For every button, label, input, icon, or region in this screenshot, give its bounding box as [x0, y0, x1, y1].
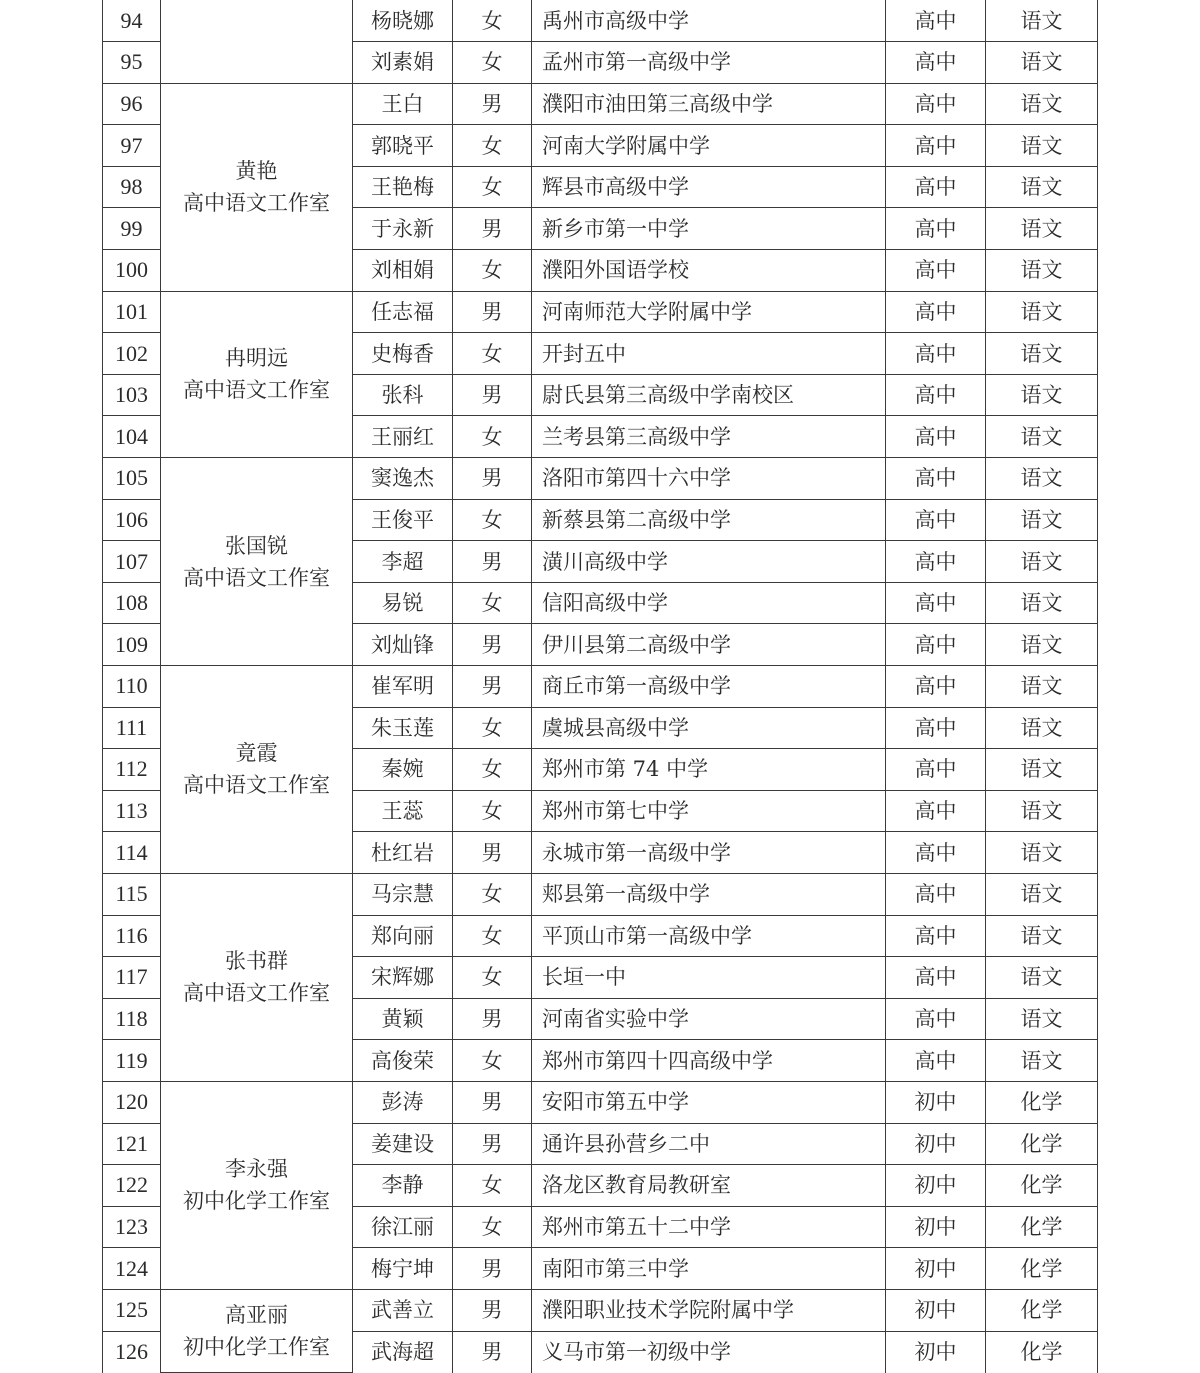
studio-title: 高中语文工作室 — [183, 773, 330, 798]
member-name-cell: 窦逸杰 — [353, 458, 453, 500]
level-cell: 高中 — [886, 873, 986, 915]
gender-cell: 男 — [453, 1331, 532, 1373]
row-number-cell: 117 — [103, 957, 161, 999]
level-cell: 初中 — [886, 1331, 986, 1373]
level-cell: 高中 — [886, 790, 986, 832]
school-cell: 郑州市第四十四高级中学 — [532, 1040, 886, 1082]
subject-cell: 化学 — [986, 1123, 1098, 1165]
gender-cell: 女 — [453, 707, 532, 749]
studio-leader-name: 竟霞 — [235, 741, 278, 766]
level-cell: 初中 — [886, 1206, 986, 1248]
school-cell: 虞城县高级中学 — [532, 707, 886, 749]
school-cell: 濮阳市油田第三高级中学 — [532, 83, 886, 125]
school-cell: 永城市第一高级中学 — [532, 832, 886, 874]
table-row — [103, 0, 1098, 42]
subject-cell: 语文 — [986, 873, 1098, 915]
subject-cell: 语文 — [986, 666, 1098, 708]
table-row — [103, 1289, 1098, 1331]
subject-cell: 语文 — [986, 998, 1098, 1040]
table-row — [103, 873, 1098, 915]
table-row — [103, 1081, 1098, 1123]
member-name-cell: 刘素娟 — [353, 42, 453, 84]
level-cell: 初中 — [886, 1081, 986, 1123]
member-table — [102, 0, 1098, 1373]
gender-cell: 女 — [453, 1165, 532, 1207]
gender-cell: 女 — [453, 125, 532, 167]
studio-cell — [161, 666, 353, 874]
member-name-cell: 黄颖 — [353, 998, 453, 1040]
row-number-cell: 107 — [103, 541, 161, 583]
subject-cell: 语文 — [986, 42, 1098, 84]
school-cell: 通许县孙营乡二中 — [532, 1123, 886, 1165]
member-name-cell: 王白 — [353, 83, 453, 125]
member-name-cell: 彭涛 — [353, 1081, 453, 1123]
studio-leader-name: 张书群 — [225, 949, 288, 974]
school-cell: 河南省实验中学 — [532, 998, 886, 1040]
school-cell: 尉氏县第三高级中学南校区 — [532, 374, 886, 416]
row-number-cell: 110 — [103, 666, 161, 708]
row-number-cell: 112 — [103, 749, 161, 791]
level-cell: 高中 — [886, 832, 986, 874]
member-name-cell: 武善立 — [353, 1289, 453, 1331]
subject-cell: 语文 — [986, 624, 1098, 666]
gender-cell: 女 — [453, 1040, 532, 1082]
school-cell: 兰考县第三高级中学 — [532, 416, 886, 458]
gender-cell: 女 — [453, 333, 532, 375]
subject-cell: 化学 — [986, 1248, 1098, 1290]
member-name-cell: 朱玉莲 — [353, 707, 453, 749]
subject-cell: 语文 — [986, 541, 1098, 583]
row-number-cell: 101 — [103, 291, 161, 333]
gender-cell: 男 — [453, 208, 532, 250]
gender-cell: 女 — [453, 42, 532, 84]
studio-leader-name: 张国锐 — [225, 533, 288, 558]
row-number-cell: 111 — [103, 707, 161, 749]
subject-cell: 语文 — [986, 250, 1098, 292]
level-cell: 高中 — [886, 374, 986, 416]
member-name-cell: 易锐 — [353, 582, 453, 624]
member-name-cell: 王丽红 — [353, 416, 453, 458]
gender-cell: 男 — [453, 374, 532, 416]
level-cell: 初中 — [886, 1165, 986, 1207]
member-name-cell: 杜红岩 — [353, 832, 453, 874]
row-number-cell: 124 — [103, 1248, 161, 1290]
subject-cell: 语文 — [986, 374, 1098, 416]
gender-cell: 女 — [453, 915, 532, 957]
member-name-cell: 梅宁坤 — [353, 1248, 453, 1290]
gender-cell: 女 — [453, 250, 532, 292]
school-cell: 新蔡县第二高级中学 — [532, 499, 886, 541]
studio-cell — [161, 0, 353, 83]
member-name-cell: 宋辉娜 — [353, 957, 453, 999]
studio-title: 初中化学工作室 — [183, 1189, 330, 1214]
member-name-cell: 张科 — [353, 374, 453, 416]
gender-cell: 女 — [453, 790, 532, 832]
subject-cell: 化学 — [986, 1206, 1098, 1248]
gender-cell: 女 — [453, 873, 532, 915]
level-cell: 高中 — [886, 250, 986, 292]
studio-title: 初中化学工作室 — [183, 1335, 330, 1359]
subject-cell: 语文 — [986, 749, 1098, 791]
row-number-cell: 102 — [103, 333, 161, 375]
table-row — [103, 666, 1098, 708]
gender-cell: 男 — [453, 291, 532, 333]
gender-cell: 女 — [453, 749, 532, 791]
level-cell: 高中 — [886, 707, 986, 749]
row-number-cell: 96 — [103, 83, 161, 125]
gender-cell: 男 — [453, 541, 532, 583]
studio-title: 高中语文工作室 — [183, 565, 330, 590]
gender-cell: 女 — [453, 416, 532, 458]
school-cell: 开封五中 — [532, 333, 886, 375]
row-number-cell: 109 — [103, 624, 161, 666]
studio-leader-name: 黄艳 — [235, 159, 278, 184]
level-cell: 高中 — [886, 291, 986, 333]
school-cell: 信阳高级中学 — [532, 582, 886, 624]
level-cell: 高中 — [886, 125, 986, 167]
studio-title: 高中语文工作室 — [183, 378, 330, 403]
gender-cell: 男 — [453, 1081, 532, 1123]
gender-cell: 男 — [453, 1289, 532, 1331]
member-name-cell: 李静 — [353, 1165, 453, 1207]
level-cell: 初中 — [886, 1123, 986, 1165]
member-name-cell: 于永新 — [353, 208, 453, 250]
school-cell: 濮阳外国语学校 — [532, 250, 886, 292]
level-cell: 高中 — [886, 1040, 986, 1082]
gender-cell: 男 — [453, 83, 532, 125]
member-name-cell: 崔军明 — [353, 666, 453, 708]
school-cell: 郑州市第七中学 — [532, 790, 886, 832]
level-cell: 高中 — [886, 333, 986, 375]
member-name-cell: 杨晓娜 — [353, 0, 453, 42]
studio-title: 高中语文工作室 — [183, 981, 330, 1006]
subject-cell: 化学 — [986, 1289, 1098, 1331]
school-cell: 南阳市第三中学 — [532, 1248, 886, 1290]
subject-cell: 语文 — [986, 582, 1098, 624]
row-number-cell: 119 — [103, 1040, 161, 1082]
member-name-cell: 郑向丽 — [353, 915, 453, 957]
member-name-cell: 郭晓平 — [353, 125, 453, 167]
studio-cell — [161, 291, 353, 457]
level-cell: 初中 — [886, 1248, 986, 1290]
gender-cell: 男 — [453, 666, 532, 708]
subject-cell: 语文 — [986, 499, 1098, 541]
studio-cell — [161, 83, 353, 291]
gender-cell: 女 — [453, 1206, 532, 1248]
level-cell: 高中 — [886, 749, 986, 791]
member-name-cell: 任志福 — [353, 291, 453, 333]
subject-cell: 语文 — [986, 125, 1098, 167]
gender-cell: 男 — [453, 624, 532, 666]
subject-cell: 语文 — [986, 915, 1098, 957]
table-row — [103, 458, 1098, 500]
row-number-cell: 126 — [103, 1331, 161, 1373]
gender-cell: 女 — [453, 957, 532, 999]
row-number-cell: 114 — [103, 832, 161, 874]
level-cell: 高中 — [886, 666, 986, 708]
row-number-cell: 113 — [103, 790, 161, 832]
row-number-cell: 122 — [103, 1165, 161, 1207]
row-number-cell: 125 — [103, 1289, 161, 1331]
member-name-cell: 秦婉 — [353, 749, 453, 791]
school-cell: 河南大学附属中学 — [532, 125, 886, 167]
subject-cell: 语文 — [986, 83, 1098, 125]
subject-cell: 化学 — [986, 1331, 1098, 1373]
school-cell: 平顶山市第一高级中学 — [532, 915, 886, 957]
member-name-cell: 王俊平 — [353, 499, 453, 541]
school-cell: 辉县市高级中学 — [532, 166, 886, 208]
level-cell: 高中 — [886, 624, 986, 666]
member-name-cell: 史梅香 — [353, 333, 453, 375]
studio-cell — [161, 458, 353, 666]
subject-cell: 语文 — [986, 458, 1098, 500]
gender-cell: 女 — [453, 0, 532, 42]
level-cell: 高中 — [886, 499, 986, 541]
level-cell: 高中 — [886, 998, 986, 1040]
school-cell: 新乡市第一中学 — [532, 208, 886, 250]
row-number-cell: 94 — [103, 0, 161, 42]
subject-cell: 语文 — [986, 166, 1098, 208]
row-number-cell: 116 — [103, 915, 161, 957]
row-number-cell: 123 — [103, 1206, 161, 1248]
gender-cell: 女 — [453, 582, 532, 624]
level-cell: 高中 — [886, 0, 986, 42]
member-name-cell: 王艳梅 — [353, 166, 453, 208]
studio-cell — [161, 873, 353, 1081]
school-cell: 伊川县第二高级中学 — [532, 624, 886, 666]
row-number-cell: 120 — [103, 1081, 161, 1123]
studio-leader-name: 高亚丽 — [225, 1303, 288, 1327]
row-number-cell: 115 — [103, 873, 161, 915]
school-cell: 孟州市第一高级中学 — [532, 42, 886, 84]
gender-cell: 男 — [453, 832, 532, 874]
level-cell: 高中 — [886, 458, 986, 500]
subject-cell: 语文 — [986, 832, 1098, 874]
gender-cell: 女 — [453, 166, 532, 208]
gender-cell: 男 — [453, 1123, 532, 1165]
member-name-cell: 刘相娟 — [353, 250, 453, 292]
gender-cell: 男 — [453, 998, 532, 1040]
subject-cell: 语文 — [986, 790, 1098, 832]
school-cell: 濮阳职业技术学院附属中学 — [532, 1289, 886, 1331]
subject-cell: 语文 — [986, 1040, 1098, 1082]
member-name-cell: 徐江丽 — [353, 1206, 453, 1248]
row-number-cell: 97 — [103, 125, 161, 167]
studio-cell — [161, 1081, 353, 1289]
row-number-cell: 99 — [103, 208, 161, 250]
school-cell: 郑州市第五十二中学 — [532, 1206, 886, 1248]
row-number-cell: 118 — [103, 998, 161, 1040]
school-cell: 禹州市高级中学 — [532, 0, 886, 42]
gender-cell: 男 — [453, 458, 532, 500]
subject-cell: 语文 — [986, 333, 1098, 375]
member-name-cell: 高俊荣 — [353, 1040, 453, 1082]
row-number-cell: 108 — [103, 582, 161, 624]
subject-cell: 化学 — [986, 1081, 1098, 1123]
member-name-cell: 姜建设 — [353, 1123, 453, 1165]
member-name-cell: 武海超 — [353, 1331, 453, 1373]
school-cell: 洛阳市第四十六中学 — [532, 458, 886, 500]
level-cell: 初中 — [886, 1289, 986, 1331]
level-cell: 高中 — [886, 416, 986, 458]
level-cell: 高中 — [886, 957, 986, 999]
studio-title: 高中语文工作室 — [183, 191, 330, 216]
school-cell: 洛龙区教育局教研室 — [532, 1165, 886, 1207]
studio-cell — [161, 1289, 353, 1372]
school-cell: 义马市第一初级中学 — [532, 1331, 886, 1373]
level-cell: 高中 — [886, 208, 986, 250]
row-number-cell: 103 — [103, 374, 161, 416]
table-row — [103, 83, 1098, 125]
member-name-cell: 李超 — [353, 541, 453, 583]
subject-cell: 化学 — [986, 1165, 1098, 1207]
school-cell: 长垣一中 — [532, 957, 886, 999]
row-number-cell: 95 — [103, 42, 161, 84]
row-number-cell: 104 — [103, 416, 161, 458]
studio-leader-name: 冉明远 — [225, 346, 288, 371]
subject-cell: 语文 — [986, 291, 1098, 333]
school-cell: 郑州市第 74 中学 — [532, 749, 886, 791]
row-number-cell: 100 — [103, 250, 161, 292]
studio-leader-name: 李永强 — [225, 1157, 288, 1182]
level-cell: 高中 — [886, 541, 986, 583]
level-cell: 高中 — [886, 83, 986, 125]
level-cell: 高中 — [886, 582, 986, 624]
subject-cell: 语文 — [986, 0, 1098, 42]
school-cell: 郏县第一高级中学 — [532, 873, 886, 915]
level-cell: 高中 — [886, 42, 986, 84]
subject-cell: 语文 — [986, 208, 1098, 250]
subject-cell: 语文 — [986, 707, 1098, 749]
gender-cell: 女 — [453, 499, 532, 541]
member-name-cell: 刘灿锋 — [353, 624, 453, 666]
school-cell: 潢川高级中学 — [532, 541, 886, 583]
level-cell: 高中 — [886, 166, 986, 208]
table-row — [103, 291, 1098, 333]
school-cell: 商丘市第一高级中学 — [532, 666, 886, 708]
school-cell: 安阳市第五中学 — [532, 1081, 886, 1123]
member-name-cell: 马宗慧 — [353, 873, 453, 915]
row-number-cell: 105 — [103, 458, 161, 500]
row-number-cell: 106 — [103, 499, 161, 541]
member-name-cell: 王蕊 — [353, 790, 453, 832]
row-number-cell: 121 — [103, 1123, 161, 1165]
row-number-cell: 98 — [103, 166, 161, 208]
subject-cell: 语文 — [986, 957, 1098, 999]
level-cell: 高中 — [886, 915, 986, 957]
gender-cell: 男 — [453, 1248, 532, 1290]
subject-cell: 语文 — [986, 416, 1098, 458]
school-cell: 河南师范大学附属中学 — [532, 291, 886, 333]
